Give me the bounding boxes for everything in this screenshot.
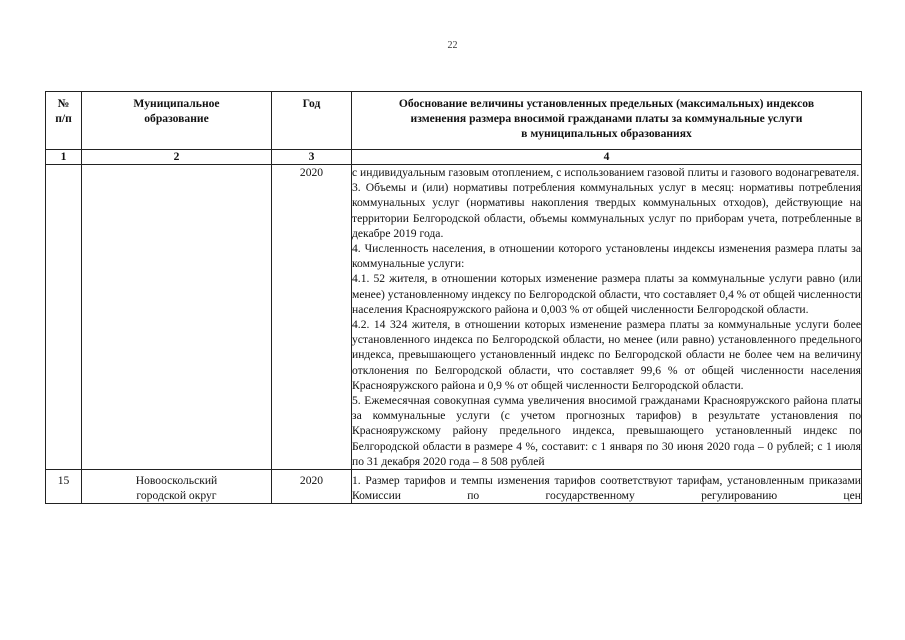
index-justification-table xyxy=(45,91,862,504)
column-number: 2 xyxy=(82,150,272,165)
header-num: № п/п xyxy=(46,92,82,150)
header-municipality: Муниципальное образование xyxy=(82,92,272,150)
header-row xyxy=(46,92,862,150)
table-row xyxy=(46,470,862,504)
row-year: 2020 xyxy=(272,165,352,470)
column-number: 4 xyxy=(352,150,862,165)
row-year: 2020 xyxy=(272,470,352,504)
row-municipality xyxy=(82,165,272,470)
page-number: 22 xyxy=(447,40,458,51)
header-year: Год xyxy=(272,92,352,150)
row-num: 15 xyxy=(46,470,82,504)
table-row xyxy=(46,165,862,470)
column-number: 3 xyxy=(272,150,352,165)
paragraph: 4. Численность населения, в отношении которого установлены индексы изменения размера платы за коммунальные услуги: xyxy=(352,242,861,271)
header-justification: Обоснование величины установленных предельных (максимальных) индексов изменения размера вносимой гражданами платы за коммунальные услуги в муниципальных образованиях xyxy=(352,92,862,150)
row-justification xyxy=(352,165,862,470)
row-num xyxy=(46,165,82,470)
paragraph: с индивидуальным газовым отоплением, с использованием газовой плиты и газового водонагревателя. xyxy=(352,166,860,179)
row-municipality: Новооскольский городской округ xyxy=(82,470,272,504)
paragraph: 4.1. 52 жителя, в отношении которых изменение размера платы за коммунальные услуги равно (или менее) установленному индексу по Белгородской области, что составляет 0,4 % от общей численности населения Краснояружского района и 0,003 % от общей численности Белгородской области. xyxy=(352,272,861,316)
paragraph: 1. Размер тарифов и темпы изменения тарифов соответствуют тарифам, установленным приказами Комиссии по государственному регулированию цен xyxy=(352,474,861,503)
paragraph: 4.2. 14 324 жителя, в отношении которых изменение размера платы за коммунальные услуги более установленного индекса по Белгородской области, но менее (или равно) установленного предельного индекса, превышающего установленный индекс по Белгородской области не более чем на величину отклонения по Белгородской области, что составляет 99,6 % от общей численности населения Краснояружского района и 0,9 % от общей численности Белгородской области. xyxy=(352,318,861,392)
paragraph: 3. Объемы и (или) нормативы потребления коммунальных услуг в месяц: нормативы потребления коммунальных услуг (нормативы накопления твердых коммунальных отходов), действующие на территории Белгородской области, объемы коммунальных услуг по приборам учета, потребленные в декабре 2019 года. xyxy=(352,181,861,240)
column-number: 1 xyxy=(46,150,82,165)
paragraph: 5. Ежемесячная совокупная сумма увеличения вносимой гражданами Краснояружского района платы за коммунальные услуги (с учетом прогнозных тарифов) в результате установления по Краснояружскому району предельного индекса, превышающего установленный индекс по Белгородской области в размере 4 %, составит: с 1 января по 30 июня 2020 года – 0 рублей; с 1 июля по 31 декабря 2020 года – 8 508 рублей xyxy=(352,394,861,468)
row-justification xyxy=(352,470,862,504)
column-number-row xyxy=(46,150,862,165)
